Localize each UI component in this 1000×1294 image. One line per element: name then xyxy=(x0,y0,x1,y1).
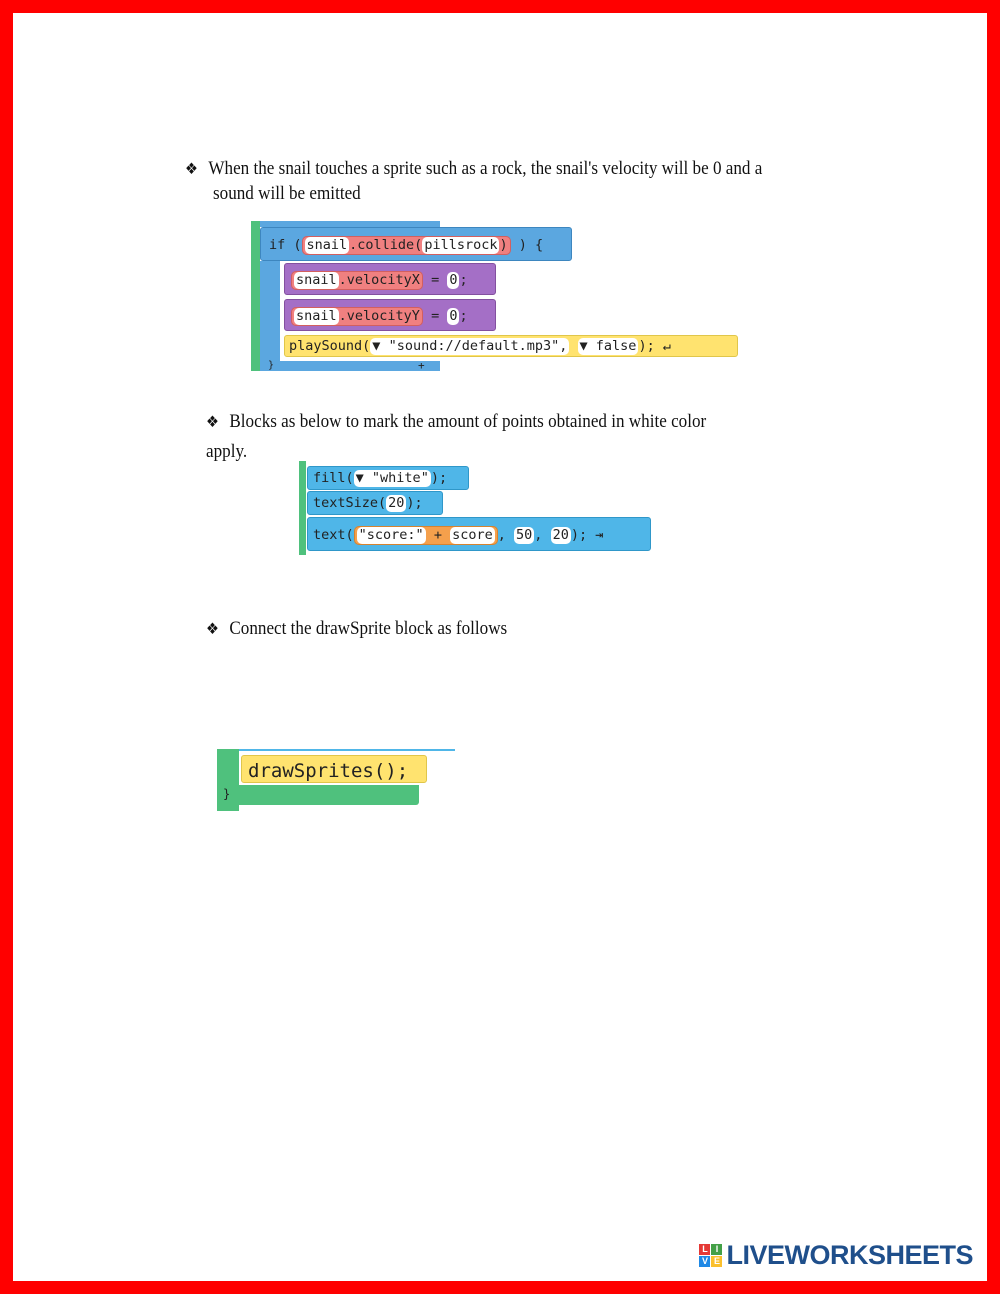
draw-sprites-block[interactable] xyxy=(241,755,427,783)
if-block[interactable] xyxy=(260,227,572,261)
event-top-edge xyxy=(239,749,455,751)
collision-code-blocks xyxy=(251,221,671,372)
collide-target[interactable]: pillsrock xyxy=(424,237,498,253)
collide-object[interactable]: snail xyxy=(306,237,348,253)
velocity-y-semi: ; xyxy=(459,308,468,324)
logo-tile: E xyxy=(711,1256,722,1267)
instruction-2-line1: Blocks as below to mark the amount of points obtained in white color xyxy=(229,411,707,432)
instruction-2 xyxy=(206,409,706,435)
instruction-1-line2: sound will be emitted xyxy=(213,183,361,204)
event-end-brace: } xyxy=(223,787,231,801)
score-variable[interactable]: score xyxy=(452,527,493,543)
if-keyword: if ( xyxy=(269,237,302,253)
worksheet-page xyxy=(13,13,987,1281)
velocity-x-block[interactable] xyxy=(284,263,496,295)
draw-sprites-call: drawSprites(); xyxy=(248,760,409,782)
instruction-1 xyxy=(185,156,762,182)
velocity-x-target[interactable] xyxy=(291,271,423,290)
loop-dropdown[interactable] xyxy=(578,338,639,355)
instruction-3 xyxy=(206,616,507,642)
bullet-diamond-icon: ❖ xyxy=(185,161,198,178)
liveworksheets-logo xyxy=(699,1239,973,1270)
velocity-x-semi: ; xyxy=(459,272,468,288)
logo-mark-icon xyxy=(699,1244,722,1267)
text-fn: text( xyxy=(313,527,354,543)
fill-close: ); xyxy=(430,470,448,486)
text-y-value[interactable]: 20 xyxy=(552,527,569,543)
text-size-close: ); xyxy=(406,495,423,511)
tab-end-icon: ⇥ xyxy=(595,527,604,543)
velocity-y-prop: .velocityY xyxy=(338,308,420,324)
bullet-diamond-icon: ❖ xyxy=(206,414,219,431)
velocity-y-eq: = xyxy=(431,308,440,324)
play-sound-block[interactable] xyxy=(284,335,738,357)
play-sound-close: ); xyxy=(638,338,655,354)
return-icon: ↵ xyxy=(662,338,671,354)
velocity-x-value[interactable]: 0 xyxy=(449,272,458,288)
text-size-fn: textSize( xyxy=(313,495,387,511)
add-branch-icon[interactable]: + xyxy=(418,359,425,372)
instruction-3-line1: Connect the drawSprite block as follows xyxy=(229,618,508,639)
event-rail xyxy=(251,221,260,371)
if-block-body-rail xyxy=(260,261,280,371)
score-code-blocks xyxy=(299,461,659,555)
dropdown-arrow-icon: ▼ xyxy=(372,338,381,354)
logo-tile: V xyxy=(699,1256,710,1267)
text-size-block[interactable] xyxy=(307,491,443,515)
if-close: ) { xyxy=(518,237,544,253)
instruction-2-line2: apply. xyxy=(206,441,248,462)
sound-path: "sound://default.mp3", xyxy=(388,338,568,354)
fill-color-dropdown[interactable] xyxy=(354,470,431,487)
dropdown-arrow-icon: ▼ xyxy=(579,338,588,354)
score-expression[interactable] xyxy=(354,526,498,545)
collide-close: ) xyxy=(499,237,508,253)
fill-color-value: "white" xyxy=(371,470,429,486)
if-end-brace: } xyxy=(268,360,275,371)
arg-comma: , xyxy=(534,527,543,543)
velocity-x-prop: .velocityX xyxy=(338,272,420,288)
velocity-y-value[interactable]: 0 xyxy=(449,308,458,324)
fill-fn: fill( xyxy=(313,470,354,486)
logo-tile: I xyxy=(711,1244,722,1255)
bullet-diamond-icon: ❖ xyxy=(206,621,219,638)
score-label-string[interactable]: "score:" xyxy=(358,527,424,543)
logo-tile: L xyxy=(699,1244,710,1255)
text-x-value[interactable]: 50 xyxy=(516,527,533,543)
draw-sprites-blocks xyxy=(217,749,457,811)
text-block[interactable] xyxy=(307,517,651,551)
collide-method: .collide( xyxy=(349,237,423,253)
if-block-bottom xyxy=(260,361,440,371)
velocity-y-object[interactable]: snail xyxy=(296,308,337,324)
event-bottom-bar xyxy=(217,785,419,805)
event-rail xyxy=(299,461,306,555)
play-sound-fn: playSound( xyxy=(289,338,371,354)
velocity-y-block[interactable] xyxy=(284,299,496,331)
fill-block[interactable] xyxy=(307,466,469,490)
dropdown-arrow-icon: ▼ xyxy=(355,470,364,486)
velocity-y-target[interactable] xyxy=(291,307,423,326)
sound-dropdown[interactable] xyxy=(370,338,569,355)
velocity-x-object[interactable]: snail xyxy=(296,272,337,288)
text-size-value[interactable]: 20 xyxy=(388,495,405,511)
text-close: ); xyxy=(570,527,588,543)
instruction-1-line1: When the snail touches a sprite such as a rock, the snail's velocity will be 0 and a xyxy=(208,158,763,179)
logo-text: LIVEWORKSHEETS xyxy=(726,1239,973,1270)
velocity-x-eq: = xyxy=(431,272,440,288)
loop-value: false xyxy=(595,338,637,354)
collide-call[interactable] xyxy=(302,236,511,255)
plus-operator: + xyxy=(433,527,442,543)
arg-comma: , xyxy=(497,527,506,543)
